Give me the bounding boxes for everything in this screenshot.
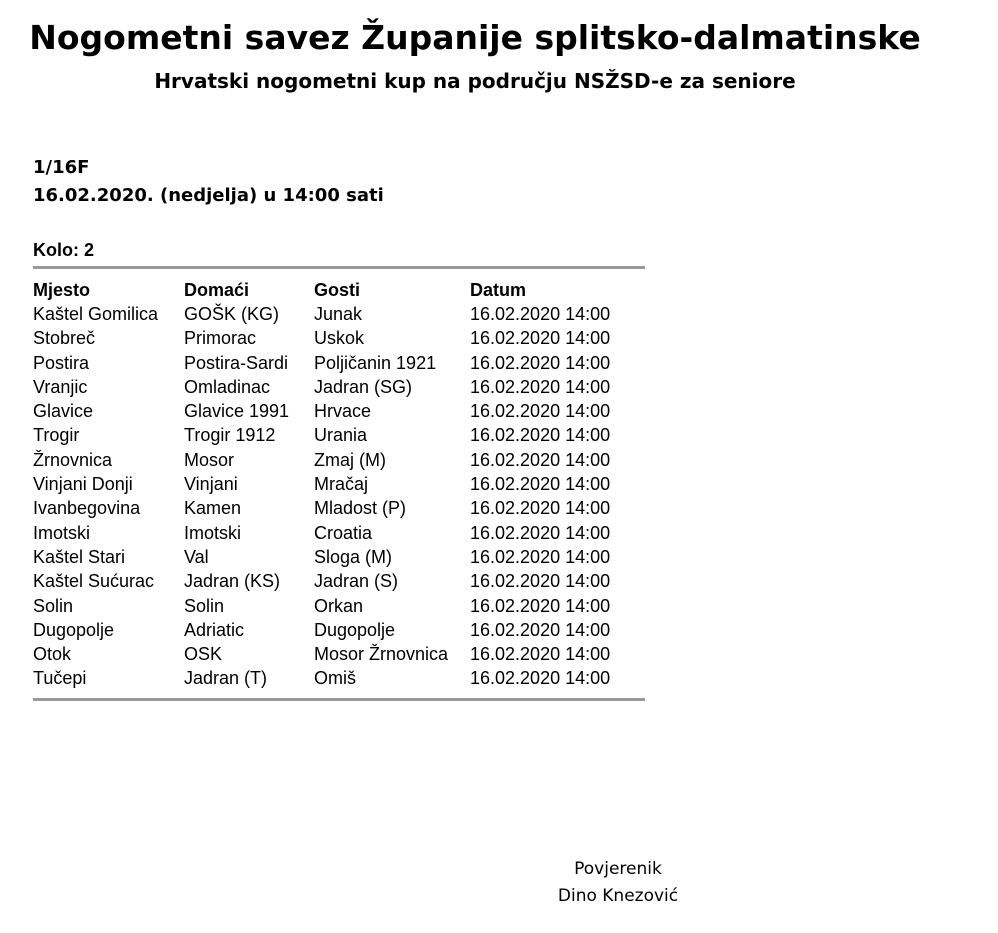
cell-gosti: Dugopolje — [314, 619, 396, 640]
cell-gosti: Poljičanin 1921 — [314, 352, 437, 373]
cell-gosti: Sloga (M) — [314, 546, 393, 567]
cell-datum: 16.02.2020 14:00 — [470, 425, 611, 446]
table-row — [33, 569, 645, 593]
table-row — [33, 375, 645, 399]
cell-datum: 16.02.2020 14:00 — [470, 619, 611, 640]
table-row — [33, 521, 645, 545]
table-row — [33, 496, 645, 520]
cell-mjesto: Kaštel Sućurac — [33, 571, 155, 592]
cell-domaci: Mosor — [184, 449, 235, 470]
cell-datum: 16.02.2020 14:00 — [470, 522, 611, 543]
cell-mjesto: Imotski — [33, 522, 91, 543]
cell-mjesto: Glavice — [33, 401, 94, 422]
cell-mjesto: Kaštel Stari — [33, 546, 126, 567]
document-subtitle: Hrvatski nogometni kup na području NSŽSD-e za seniore — [154, 69, 796, 93]
table-row — [33, 618, 645, 642]
signature-name: Dino Knezović — [557, 886, 679, 906]
cell-datum: 16.02.2020 14:00 — [470, 474, 611, 495]
cell-gosti: Omiš — [314, 668, 356, 689]
cell-gosti: Mladost (P) — [314, 498, 407, 519]
round-code: 1/16F — [33, 157, 90, 178]
cell-mjesto: Solin — [33, 595, 74, 616]
cell-gosti: Urania — [314, 425, 368, 446]
cell-domaci: Vinjani — [184, 474, 238, 495]
signature-role: Povjerenik — [574, 859, 662, 879]
cell-domaci: Omladinac — [184, 376, 271, 397]
cell-datum: 16.02.2020 14:00 — [470, 644, 611, 665]
cell-gosti: Mračaj — [314, 474, 369, 495]
cell-mjesto: Otok — [33, 644, 72, 665]
cell-domaci: Imotski — [184, 522, 242, 543]
kolo-label: Kolo: 2 — [33, 240, 94, 260]
cell-datum: 16.02.2020 14:00 — [470, 498, 611, 519]
table-row — [33, 351, 645, 375]
table-row — [33, 594, 645, 618]
cell-domaci: GOŠK (KG) — [184, 304, 280, 324]
cell-gosti: Uskok — [314, 328, 365, 349]
table-row — [33, 472, 645, 496]
cell-gosti: Orkan — [314, 595, 364, 616]
cell-datum: 16.02.2020 14:00 — [470, 304, 611, 324]
document-title: Nogometni savez Županije splitsko-dalmatinske — [29, 18, 921, 57]
round-date: 16.02.2020. (nedjelja) u 14:00 sati — [33, 185, 384, 206]
cell-domaci: Jadran (T) — [184, 668, 268, 689]
cell-gosti: Mosor Žrnovnica — [314, 644, 449, 665]
table-row — [33, 545, 645, 569]
cell-domaci: Primorac — [184, 328, 257, 349]
table-row — [33, 302, 645, 326]
cell-mjesto: Vranjic — [33, 376, 88, 397]
cell-domaci: Postira-Sardi — [184, 352, 289, 373]
cell-domaci: Trogir 1912 — [184, 425, 276, 446]
cell-datum: 16.02.2020 14:00 — [470, 668, 611, 689]
cell-datum: 16.02.2020 14:00 — [470, 376, 611, 397]
table-row — [33, 326, 645, 350]
table-body — [33, 302, 645, 691]
cell-mjesto: Vinjani Donji — [33, 474, 133, 495]
cell-datum: 16.02.2020 14:00 — [470, 401, 611, 422]
cell-mjesto: Kaštel Gomilica — [33, 304, 159, 324]
table-row — [33, 448, 645, 472]
cell-gosti: Croatia — [314, 522, 373, 543]
cell-domaci: Jadran (KS) — [184, 571, 281, 592]
column-header-gosti: Gosti — [314, 280, 361, 300]
table-row — [33, 666, 645, 690]
cell-gosti: Hrvace — [314, 401, 372, 422]
cell-domaci: Kamen — [184, 498, 242, 519]
fixtures-table — [33, 266, 645, 701]
cell-datum: 16.02.2020 14:00 — [470, 352, 611, 373]
cell-domaci: Glavice 1991 — [184, 401, 290, 422]
cell-datum: 16.02.2020 14:00 — [470, 595, 611, 616]
cell-mjesto: Ivanbegovina — [33, 498, 141, 519]
table-row — [33, 399, 645, 423]
cell-gosti: Jadran (SG) — [314, 376, 413, 397]
column-header-mjesto: Mjesto — [33, 280, 91, 300]
column-header-datum: Datum — [470, 280, 527, 300]
cell-domaci: Solin — [184, 595, 225, 616]
cell-gosti: Junak — [314, 304, 363, 324]
table-header-row — [33, 278, 645, 302]
cell-mjesto: Tučepi — [33, 668, 87, 689]
cell-gosti: Jadran (S) — [314, 571, 399, 592]
cell-gosti: Zmaj (M) — [314, 449, 386, 470]
cell-domaci: OSK — [184, 644, 223, 665]
signature-block — [548, 856, 688, 910]
cell-datum: 16.02.2020 14:00 — [470, 449, 611, 470]
cell-mjesto: Žrnovnica — [33, 449, 113, 470]
cell-mjesto: Trogir — [33, 425, 80, 446]
column-header-domaci: Domaći — [184, 280, 250, 300]
cell-datum: 16.02.2020 14:00 — [470, 546, 611, 567]
table-row — [33, 423, 645, 447]
cell-mjesto: Dugopolje — [33, 619, 115, 640]
table-row — [33, 642, 645, 666]
cell-datum: 16.02.2020 14:00 — [470, 571, 611, 592]
cell-mjesto: Postira — [33, 352, 90, 373]
cell-domaci: Val — [184, 546, 209, 567]
cell-datum: 16.02.2020 14:00 — [470, 328, 611, 349]
cell-domaci: Adriatic — [184, 619, 245, 640]
cell-mjesto: Stobreč — [33, 328, 96, 349]
